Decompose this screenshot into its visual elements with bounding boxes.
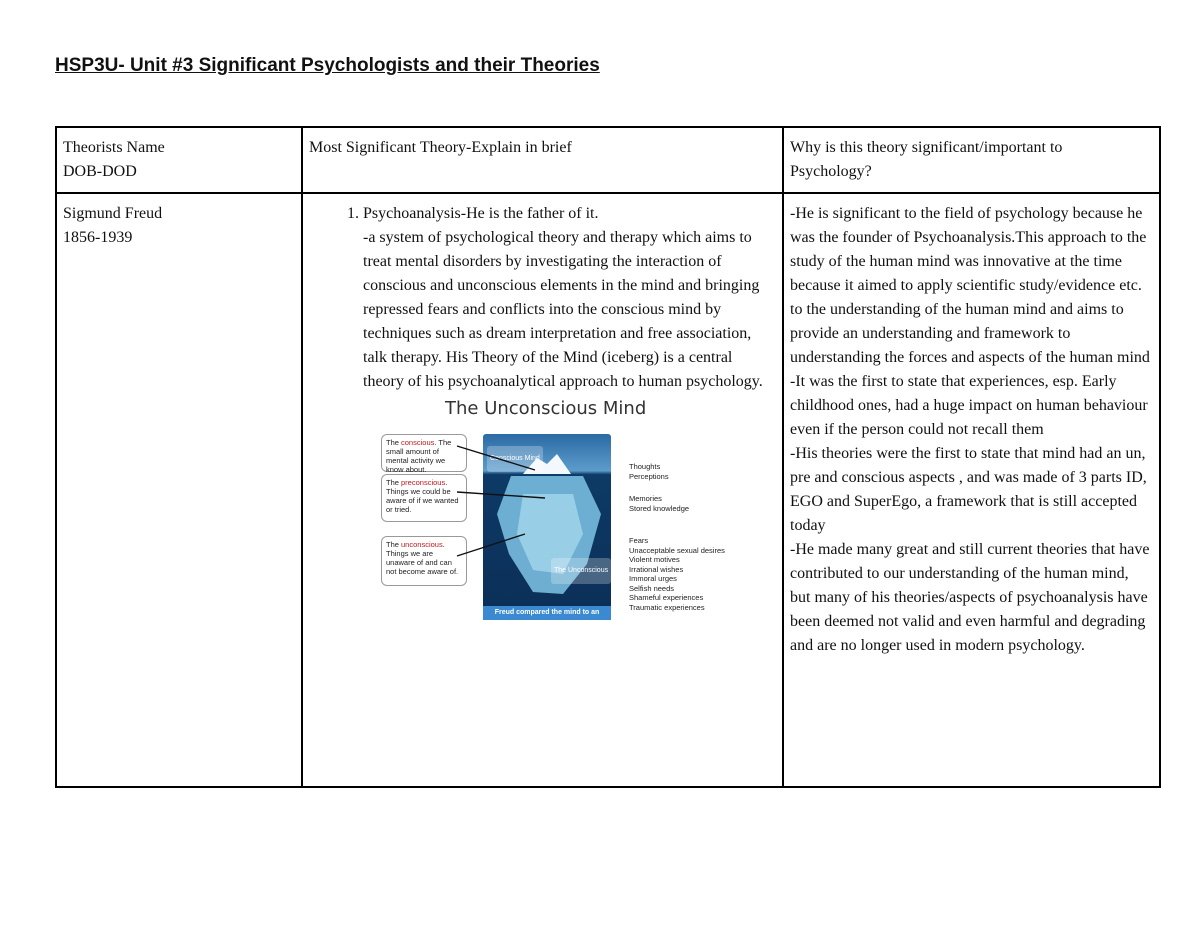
significance-text: -He is significant to the field of psychology because he was the founder of Psychoanalysis.This approach to the study of the human mind was innovative at the time because it aimed to apply scientific study/evidence etc. to the understanding of the human mind and aims to provide an understanding and framework to understanding the forces and aspects of the human mind -It was the first to state that experiences, esp. Early childhood ones, had a huge impact on human behaviour even if the person could not recall them -His theories were the first to state that mind had an un, pre and conscious aspects , and was made of 3 parts ID, EGO and SuperEgo, a framework that is still accepted today -He made many great and still current theories that have contributed to our understanding of the human mind, but many of his theories/aspects of psychoanalysis have been deemed not valid and even harmful and degrading and are no longer used in modern psychology. [790,205,1150,654]
figure-title: The Unconscious Mind [445,398,647,419]
table-row [56,193,1160,787]
theorist-dates: 1856-1939 [63,229,133,246]
unconscious-label: The Unconscious [551,558,611,584]
figure-caption: Freud compared the mind to an iceberg. [483,606,611,620]
significance-cell [783,193,1160,787]
theorist-cell [56,193,302,787]
header-significance: Why is this theory significant/important to Psychology? [783,127,1160,193]
side-label-fears: Fears Unacceptable sexual desires Violent motives Irrational wishes Immoral urges Selfish needs Shameful experiences Traumatic experiences [629,536,725,612]
header-theorist-name: Theorists Name DOB-DOD [56,127,302,193]
preconscious-box: The preconscious. Things we could be aware of if we wanted or tried. [381,474,467,522]
side-label-memories: Memories Stored knowledge [629,494,690,513]
conscious-box: The conscious. The small amount of mental activity we know about. [381,434,467,472]
conscious-mind-label: Conscious Mind [487,446,543,472]
theory-cell [302,193,783,787]
theory-detail: -a system of psychological theory and therapy which aims to treat mental disorders by investigating the interaction of conscious and unconscious elements in the mind and bringing repressed fears and conflicts into the conscious mind by techniques such as dream interpretation and free association, talk therapy. His Theory of the Mind (iceberg) is a central theory of his psychoanalytical approach to human psychology. [363,229,763,390]
header-theory: Most Significant Theory-Explain in brief [302,127,783,193]
side-label-thoughts: Thoughts Perceptions [629,462,669,481]
theory-item: 1. Psychoanalysis-He is the father of it. -a system of psychological theory and therapy which aims to treat mental disorders by investigating the interaction of conscious and unconscious elements in the mind and bringing repressed fears and conflicts into the conscious mind by techniques such as dream interpretation and free association, talk therapy. His Theory of the Mind (iceberg) is a central theory of his psychoanalytical approach to human psychology. [363,202,776,394]
document-title: HSP3U- Unit #3 Significant Psychologists and their Theories [55,55,600,76]
iceberg-figure [375,398,725,630]
theorists-table [55,126,1161,788]
theorist-name: Sigmund Freud [63,205,163,222]
theory-list [309,202,776,394]
table-header-row [56,127,1160,193]
unconscious-box: The unconscious. Things we are unaware of and can not become aware of. [381,536,467,586]
